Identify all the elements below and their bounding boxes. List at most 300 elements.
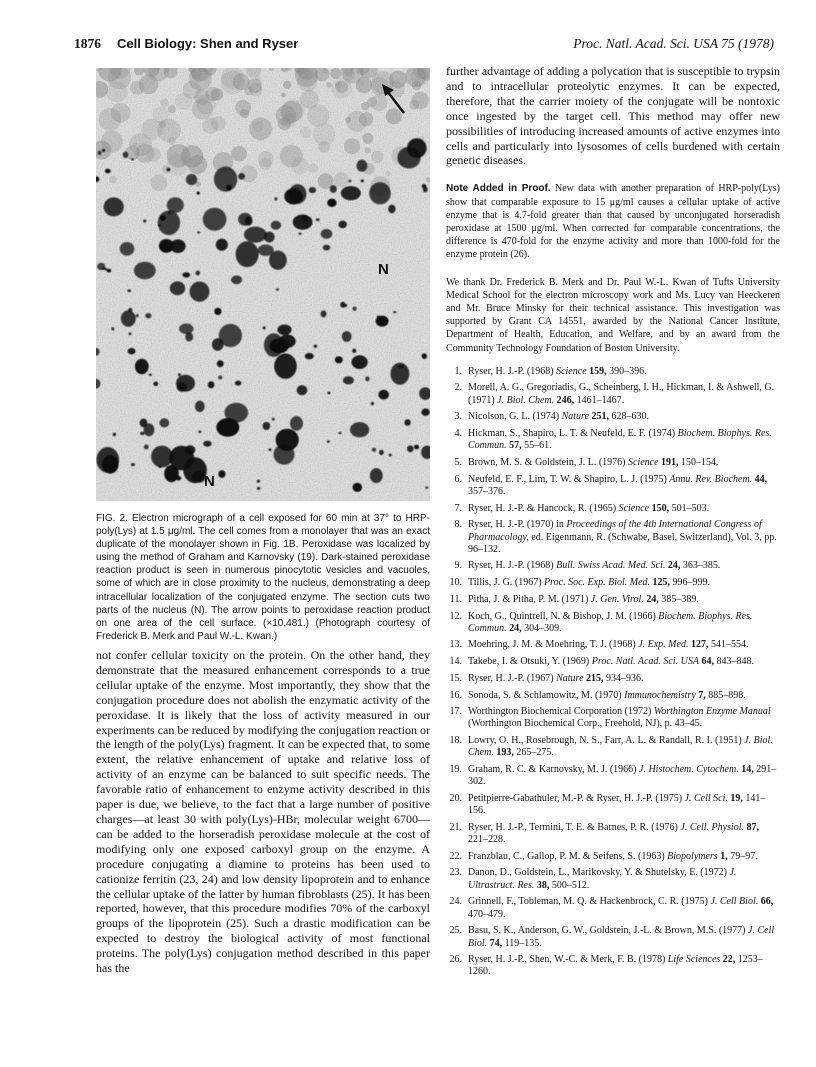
reference-number: 11. <box>449 593 462 605</box>
peroxidase-vesicle <box>197 231 200 233</box>
reference-number: 15. <box>449 672 462 684</box>
reference-pages: 390–396. <box>609 365 647 377</box>
peroxidase-vesicle <box>131 463 135 466</box>
page-number: 1876 <box>74 36 101 51</box>
reference-authors: Petitpierre-Gabathuler, M.-P. & Ryser, H. J.-P. (1975) <box>468 792 683 804</box>
peroxidase-vesicle <box>97 263 105 270</box>
reference-number: 3. <box>454 411 462 423</box>
peroxidase-vesicle <box>121 310 136 326</box>
peroxidase-vesicle <box>378 390 389 400</box>
reference-number: 21. <box>449 821 462 833</box>
cytoplasm-density <box>150 175 167 192</box>
peroxidase-vesicle <box>271 221 281 230</box>
cytoplasm-density <box>367 97 377 107</box>
cytoplasm-density <box>371 151 383 163</box>
peroxidase-vesicle <box>323 245 331 251</box>
peroxidase-vesicle <box>176 476 182 480</box>
page-header <box>74 36 774 54</box>
peroxidase-vesicle <box>321 229 333 239</box>
peroxidase-vesicle <box>284 188 303 204</box>
reference-item <box>446 656 780 668</box>
reference-number: 4. <box>454 428 462 440</box>
reference-item <box>446 366 780 378</box>
peroxidase-vesicle <box>218 376 222 380</box>
peroxidase-vesicle <box>203 441 211 447</box>
cytoplasm-density <box>231 146 247 162</box>
peroxidase-vesicle <box>158 224 161 227</box>
peroxidase-vesicle <box>404 419 410 426</box>
reference-volume: 14, <box>741 764 754 776</box>
figure-caption: FIG. 2. Electron micrograph of a cell exposed for 60 min at 37° to HRP-poly(Lys) at 1.5 μg/ml. The cell comes from a monolayer that was an exact duplicate of the monolayer shown in Fig. 1B. Peroxidase was localized by using the method of Graham and Karnovsky (19). Dark-stained peroxidase reaction product is seen in numerous pinocytotic vesicles and vacuoles, some of which are in close proximity to the nucleus, demonstrating a deep intracellular localization of the conjugated enzyme. The section cuts two parts of the nucleus (N). The arrow points to peroxidase reaction product on one area of the cell surface. (×10,481.) (Photograph courtesy of Frederick B. Merk and Paul W.-L. Kwan.) <box>96 513 430 642</box>
peroxidase-vesicle <box>321 310 327 317</box>
reference-volume: 44, <box>754 473 768 485</box>
peroxidase-vesicle <box>102 149 105 152</box>
reference-pages: 501–503. <box>671 502 710 514</box>
cytoplasm-density <box>300 127 312 139</box>
cytoplasm-density <box>221 71 245 95</box>
peroxidase-vesicle <box>370 468 383 483</box>
peroxidase-vesicle <box>398 365 403 369</box>
cytoplasm-density <box>359 112 373 126</box>
note-added-in-proof <box>446 182 780 261</box>
cytoplasm-density <box>168 105 176 113</box>
reference-volume: 38, <box>536 879 550 891</box>
cytoplasm-density <box>135 144 154 163</box>
reference-volume: 125, <box>652 577 671 589</box>
peroxidase-vesicle <box>353 307 357 311</box>
reference-number: 23. <box>449 867 462 879</box>
peroxidase-vesicle <box>272 418 275 421</box>
peroxidase-vesicle <box>348 180 351 183</box>
peroxidase-vesicle <box>98 151 102 155</box>
reference-journal: Annu. Rev. Biochem. <box>669 473 753 485</box>
reference-journal: J. Cell Sci. <box>684 792 728 804</box>
reference-authors: Ryser, H. J.-P., Termini, T. E. & Barnes, P. R. (1976) <box>468 821 678 833</box>
peroxidase-vesicle <box>277 325 291 336</box>
peroxidase-vesicle <box>297 385 308 395</box>
cytoplasm-density <box>139 75 159 95</box>
cytoplasm-density <box>167 144 191 168</box>
peroxidase-vesicle <box>258 245 274 256</box>
reference-pages: 79–97. <box>730 850 758 862</box>
reference-journal: Science <box>628 457 659 468</box>
peroxidase-vesicle <box>327 199 336 207</box>
peroxidase-vesicle <box>339 221 347 229</box>
reference-journal: Life Sciences <box>667 954 721 966</box>
reference-authors: Sonoda, S. & Schlamowitz, M. (1970) <box>468 689 622 701</box>
reference-item <box>446 793 780 817</box>
body-text-left: not confer cellular toxicity on the protein. On the other hand, they demonstrate that the measured enhancement corresponds to a true cellular uptake of the enzyme. Most importantly, they show that the conjugation procedure does not abolish the enzymatic activity of the peroxidase. It is likely that the loss of activity measured in our experiments can be reduced by modifying the conjugation reaction or the length of the poly(Lys) fragment. It can be expected that, to some extent, the relative enhancement of uptake and relative loss of activity of an enzyme can be balanced to suit specific needs. The favorable ratio of enhancement to enzyme activity described in this paper is due, we believe, to the fact that a large number of positive charges—at least 30 with poly(Lys)-HBr, molecular weight 6700—can be added to the horseradish peroxidase molecule at the cost of modifying only one exposed carboxyl group on the enzyme. A procedure conjugating a diamine to proteins has been used to cationize ferritin (23, 24) and low density lipoprotein and to enhance the cellular uptake of the latter by human fibroblasts (25). It has been reported, however, that this procedure modifies 70% of the carboxyl groups of the lipoprotein (25). Such a drastic modification can be expected to destroy the biological activity of most functional proteins. The poly(Lys) conjugation method described in this paper has the <box>96 648 430 976</box>
peroxidase-vesicle <box>111 327 114 330</box>
peroxidase-vesicle <box>274 197 277 200</box>
cytoplasm-density <box>191 69 201 79</box>
reference-journal: J. Histochem. Cytochem. <box>639 764 739 776</box>
peroxidase-vesicle <box>393 311 396 313</box>
peroxidase-vesicle <box>153 382 158 386</box>
reference-item <box>446 822 780 846</box>
reference-item <box>446 594 780 606</box>
peroxidase-vesicle <box>197 192 200 195</box>
peroxidase-vesicle <box>214 167 237 192</box>
reference-number: 8. <box>454 519 462 531</box>
peroxidase-vesicle <box>235 381 241 386</box>
reference-pages: (Worthington Biochemical Corp., Freehold, NJ), p. 43–45. <box>468 718 703 730</box>
cytoplasm-density <box>344 138 360 154</box>
cytoplasm-density <box>326 82 332 88</box>
peroxidase-vesicle <box>316 218 320 221</box>
peroxidase-vesicle <box>128 348 136 354</box>
reference-journal: J. Cell. Physiol. <box>680 821 744 833</box>
reference-volume: 215, <box>586 672 604 684</box>
cytoplasm-density <box>160 99 168 107</box>
reference-authors: Ryser, H. J.-P. & Hancock, R. (1965) <box>468 502 617 514</box>
peroxidase-vesicle <box>120 242 135 256</box>
peroxidase-vesicle <box>160 215 166 221</box>
peroxidase-vesicle <box>379 450 384 455</box>
peroxidase-vesicle <box>143 219 146 222</box>
reference-authors: Worthington Biochemical Corporation (1972) <box>468 706 652 718</box>
reference-item <box>446 474 780 498</box>
reference-authors: Basu, S. K., Anderson, G. W., Goldstein, J.-L. & Brown, M.S. (1977) <box>468 925 746 937</box>
cytoplasm-density <box>412 92 430 110</box>
peroxidase-vesicle <box>214 308 221 315</box>
reference-volume: 159, <box>589 365 607 377</box>
peroxidase-vesicle <box>314 345 317 348</box>
reference-journal: Science <box>556 365 587 377</box>
reference-journal: Biopolymers <box>667 850 718 862</box>
reference-authors: Brown, M. S. & Goldstein, J. L. (1976) <box>468 457 626 468</box>
reference-volume: 1, <box>720 850 728 862</box>
cytoplasm-density <box>385 171 391 177</box>
reference-pages: 265–275. <box>516 747 554 759</box>
reference-number: 2. <box>454 382 462 394</box>
reference-pages: 291–302. <box>468 764 777 788</box>
reference-journal: Science <box>618 502 650 514</box>
peroxidase-vesicle <box>269 449 272 451</box>
reference-item <box>446 706 780 730</box>
reference-authors: Moehring, J. M. & Moehring, T. J. (1968) <box>468 639 636 651</box>
peroxidase-vesicle <box>168 211 171 214</box>
cytoplasm-density <box>109 176 117 184</box>
peroxidase-vesicle <box>335 356 343 363</box>
peroxidase-vesicle <box>372 448 376 452</box>
reference-authors: Hickman, S., Shapiro, L. T. & Neufeld, E. F. (1974) <box>468 428 676 440</box>
note-heading: Note Added in Proof. <box>446 183 551 195</box>
reference-list <box>446 366 780 979</box>
peroxidase-vesicle <box>257 487 260 490</box>
reference-number: 5. <box>454 457 462 468</box>
cytoplasm-density <box>330 68 341 79</box>
peroxidase-vesicle <box>203 208 227 231</box>
reference-authors: Pitha, J. & Pitha, P. M. (1971) <box>468 593 589 605</box>
cytoplasm-density <box>202 118 218 134</box>
peroxidase-vesicle <box>414 445 419 450</box>
peroxidase-vesicle <box>263 326 266 329</box>
reference-number: 25. <box>449 925 462 937</box>
reference-pages: 885–898. <box>708 689 746 701</box>
reference-volume: 150, <box>651 502 670 514</box>
cytoplasm-density <box>192 98 213 119</box>
reference-journal: Nature <box>561 411 590 423</box>
peroxidase-vesicle <box>342 331 352 342</box>
reference-volume: 251, <box>591 411 610 423</box>
reference-pages: 1253–1260. <box>468 954 763 978</box>
reference-pages: ed. Eigenmann, R. (Schwabe, Basel, Switzerland), Vol. 3, pp. 96–132. <box>468 531 777 555</box>
reference-pages: 119–135. <box>504 937 542 949</box>
peroxidase-vesicle <box>353 483 363 492</box>
peroxidase-vesicle <box>330 185 337 193</box>
peroxidase-vesicle <box>198 430 201 433</box>
reference-number: 12. <box>449 610 462 622</box>
cytoplasm-density <box>335 81 348 94</box>
peroxidase-vesicle <box>208 381 215 388</box>
peroxidase-vesicle <box>127 289 131 292</box>
peroxidase-vesicle <box>377 316 380 318</box>
reference-item <box>446 690 780 702</box>
reference-journal: J. Cell Biol. <box>710 896 759 908</box>
reference-number: 16. <box>449 689 462 701</box>
cytoplasm-density <box>359 81 364 86</box>
peroxidase-vesicle <box>182 272 190 277</box>
reference-pages: 304–309. <box>524 622 562 634</box>
reference-authors: Franzblau, C., Gallop, P. M. & Seifens, S. (1963) <box>468 850 665 862</box>
reference-item <box>446 611 780 635</box>
reference-pages: 843–848. <box>716 656 754 668</box>
reference-journal: Proceedings of the 4th International Congress of Pharmacology, <box>468 519 762 543</box>
peroxidase-vesicle <box>104 197 124 216</box>
reference-volume: 7, <box>698 689 706 701</box>
cytoplasm-density <box>157 119 181 143</box>
cytoplasm-density <box>111 103 131 123</box>
reference-journal: Bull. Swiss Acad. Med. Sci. <box>556 560 666 572</box>
peroxidase-vesicle <box>231 275 242 284</box>
peroxidase-vesicle <box>343 376 354 384</box>
peroxidase-vesicle <box>257 480 260 483</box>
peroxidase-vesicle <box>352 355 368 369</box>
reference-authors: Tillis, J. G. (1967) <box>468 577 542 589</box>
reference-pages: 150–154. <box>681 457 719 468</box>
peroxidase-vesicle <box>299 233 302 235</box>
peroxidase-vesicle <box>186 174 197 185</box>
cytoplasm-density <box>283 81 291 89</box>
peroxidase-vesicle <box>113 433 116 436</box>
reference-item <box>446 954 780 978</box>
cytoplasm-density <box>249 117 272 140</box>
reference-volume: 127, <box>690 639 709 651</box>
cytoplasm-density <box>345 117 351 123</box>
reference-item <box>446 764 780 788</box>
peroxidase-vesicle <box>293 215 313 230</box>
cytoplasm-density <box>334 172 349 187</box>
reference-volume: 19, <box>730 792 743 804</box>
reference-authors: Grinnell, F., Tobleman, M. Q. & Hackenbrock, C. R. (1975) <box>468 896 708 908</box>
reference-pages: 470–479. <box>468 908 506 920</box>
peroxidase-vesicle <box>149 374 152 376</box>
reference-number: 1. <box>454 365 462 377</box>
peroxidase-vesicle <box>340 302 345 308</box>
reference-volume: 57, <box>509 440 522 452</box>
reference-journal: Proc. Soc. Exp. Biol. Med. <box>544 577 651 589</box>
reference-journal: J. Ultrastruct. Res. <box>468 867 737 891</box>
reference-authors: Takebe, I. & Otsuki, Y. (1969) <box>468 656 590 668</box>
reference-item <box>446 735 780 759</box>
peroxidase-vesicle <box>397 147 420 169</box>
reference-journal: Worthington Enzyme Manual <box>653 706 771 718</box>
reference-authors: Koch, G., Quintrell, N. & Bishop, J. M. (1966) <box>468 610 656 622</box>
peroxidase-vesicle <box>309 187 316 193</box>
reference-volume: 24, <box>667 560 681 572</box>
reference-pages: 1461–1467. <box>576 394 625 406</box>
reference-item <box>446 673 780 685</box>
reference-pages: 141–156. <box>468 792 766 817</box>
peroxidase-vesicle <box>144 423 155 436</box>
nucleus-label-upper: N <box>378 261 389 278</box>
peroxidase-vesicle <box>341 186 361 200</box>
reference-item <box>446 577 780 589</box>
peroxidase-vesicle <box>327 392 330 395</box>
electron-micrograph <box>96 68 430 501</box>
peroxidase-vesicle <box>305 353 314 359</box>
reference-volume: 64, <box>701 656 714 668</box>
peroxidase-vesicle <box>97 447 120 473</box>
peroxidase-vesicle <box>178 373 181 376</box>
reference-volume: 246, <box>556 394 575 406</box>
peroxidase-vesicle <box>264 333 284 357</box>
peroxidase-vesicle <box>170 281 185 295</box>
acknowledgment: We thank Dr. Frederick B. Merk and Dr. Paul W.-L. Kwan of Tufts University Medical School for the electron microscopy work and Ms. Lucy van Heeckeren and Mr. Bruce Minsky for their technical assistance. This investigation was supported by Grant CA 14551, awarded by the National Cancer Institute, Department of Health, Education, and Welfare, and by an award from the Community Technology Foundation of Boston University. <box>446 276 780 354</box>
reference-pages: 628–630. <box>611 411 650 423</box>
reference-pages: 934–936. <box>606 672 644 684</box>
reference-authors: Morell, A. G., Gregoriadis, G., Scheinberg, I. H., Hickman, I. & Ashwell, G. (1971) <box>468 382 775 406</box>
cytoplasm-density <box>307 104 329 126</box>
peroxidase-vesicle <box>159 239 174 253</box>
reference-item <box>446 896 780 920</box>
reference-pages: 500–512. <box>551 879 590 891</box>
reference-item <box>446 639 780 651</box>
reference-item <box>446 382 780 406</box>
reference-item <box>446 867 780 891</box>
peroxidase-vesicle <box>361 180 364 183</box>
peroxidase-vesicle <box>389 454 392 457</box>
reference-authors: Ryser, H. J.-P. (1967) <box>468 672 554 684</box>
peroxidase-vesicle <box>129 332 132 335</box>
reference-pages: 357–376. <box>468 485 506 497</box>
reference-authors: Ryser, H. J.-P. (1968) <box>468 560 554 572</box>
reference-number: 9. <box>454 560 462 572</box>
reference-journal: J. Biol. Chem. <box>497 394 555 406</box>
peroxidase-vesicle <box>144 445 149 450</box>
peroxidase-vesicle <box>274 444 295 464</box>
peroxidase-vesicle <box>123 152 129 158</box>
reference-volume: 191, <box>661 457 679 468</box>
peroxidase-vesicle <box>338 432 341 434</box>
peroxidase-vesicle <box>236 241 259 267</box>
right-column <box>446 64 780 983</box>
peroxidase-vesicle <box>263 422 271 430</box>
reference-item <box>446 457 780 469</box>
reference-number: 26. <box>449 954 462 966</box>
peroxidase-vesicle <box>407 445 414 452</box>
reference-volume: 74, <box>489 937 503 949</box>
peroxidase-vesicle <box>218 470 225 478</box>
peroxidase-vesicle <box>195 401 205 412</box>
reference-journal: Nature <box>556 672 584 684</box>
reference-item <box>446 519 780 556</box>
peroxidase-vesicle <box>352 349 356 353</box>
reference-number: 19. <box>449 764 462 776</box>
reference-number: 7. <box>454 502 462 514</box>
cytoplasm-density <box>308 163 318 173</box>
peroxidase-vesicle <box>219 324 242 347</box>
peroxidase-vesicle <box>167 197 184 213</box>
reference-number: 14. <box>449 656 462 668</box>
reference-number: 24. <box>449 896 462 908</box>
peroxidase-vesicle <box>190 282 210 302</box>
peroxidase-vesicle <box>244 227 267 243</box>
reference-journal: Biochem. Biophys. Res. Commun. <box>468 610 753 634</box>
reference-number: 18. <box>449 735 462 747</box>
reference-item <box>446 411 780 423</box>
micrograph-image <box>96 68 430 501</box>
peroxidase-vesicle <box>365 376 369 381</box>
reference-item <box>446 560 780 572</box>
reference-pages: 363–385. <box>682 560 721 572</box>
peroxidase-vesicle <box>425 486 428 489</box>
peroxidase-vesicle <box>145 313 151 318</box>
peroxidase-vesicle <box>421 408 429 415</box>
cytoplasm-density <box>291 157 308 174</box>
cytoplasm-density <box>281 93 286 98</box>
peroxidase-vesicle <box>159 465 162 468</box>
peroxidase-vesicle <box>327 440 330 442</box>
reference-pages: 996–999. <box>672 577 711 589</box>
cytoplasm-density <box>365 148 371 154</box>
reference-authors: Nicolson, G. L. (1974) <box>468 411 560 423</box>
peroxidase-vesicle <box>107 269 111 273</box>
peroxidase-vesicle <box>216 239 228 251</box>
reference-item <box>446 851 780 863</box>
peroxidase-vesicle <box>131 158 134 160</box>
cytoplasm-density <box>175 93 192 110</box>
section-title: Cell Biology: Shen and Ryser <box>117 36 299 51</box>
reference-number: 20. <box>449 792 462 804</box>
reference-journal: J. Exp. Med. <box>638 639 689 651</box>
reference-authors: Ryser, H. J.-P., Shen, W.-C. & Merk, F. B. (1978) <box>468 954 666 966</box>
reference-journal: J. Gen. Virol. <box>590 593 644 605</box>
reference-journal: J. Cell Biol. <box>468 925 775 949</box>
cytoplasm-density <box>247 78 262 93</box>
peroxidase-vesicle <box>422 353 427 359</box>
reference-number: 13. <box>449 639 462 651</box>
reference-pages: 55–61. <box>524 440 552 452</box>
reference-authors: Lowry, O. H., Rosebrough, N. S., Farr, A. L. & Randall, R. I. (1951) <box>468 735 742 747</box>
reference-journal: J. Biol. Chem. <box>468 735 773 759</box>
reference-authors: Ryser, H. J.-P. (1968) <box>468 365 554 377</box>
cytoplasm-density <box>318 141 330 153</box>
peroxidase-vesicle <box>238 173 245 180</box>
reference-item <box>446 428 780 452</box>
cytoplasm-density <box>297 71 318 92</box>
nucleus-label-lower: N <box>204 473 215 490</box>
peroxidase-vesicle <box>350 422 369 437</box>
reference-authors: Ryser, H. J.-P. (1970) in <box>468 519 564 531</box>
journal-citation: Proc. Natl. Acad. Sci. USA 75 (1978) <box>573 36 774 51</box>
reference-authors: Danon, D., Goldstein, L., Marikovsky, Y. & Shutelsky, E. (1972) <box>468 867 727 879</box>
peroxidase-vesicle <box>238 213 252 226</box>
reference-volume: 87, <box>746 821 759 833</box>
peroxidase-vesicle <box>105 169 111 174</box>
cytoplasm-density <box>276 105 297 126</box>
